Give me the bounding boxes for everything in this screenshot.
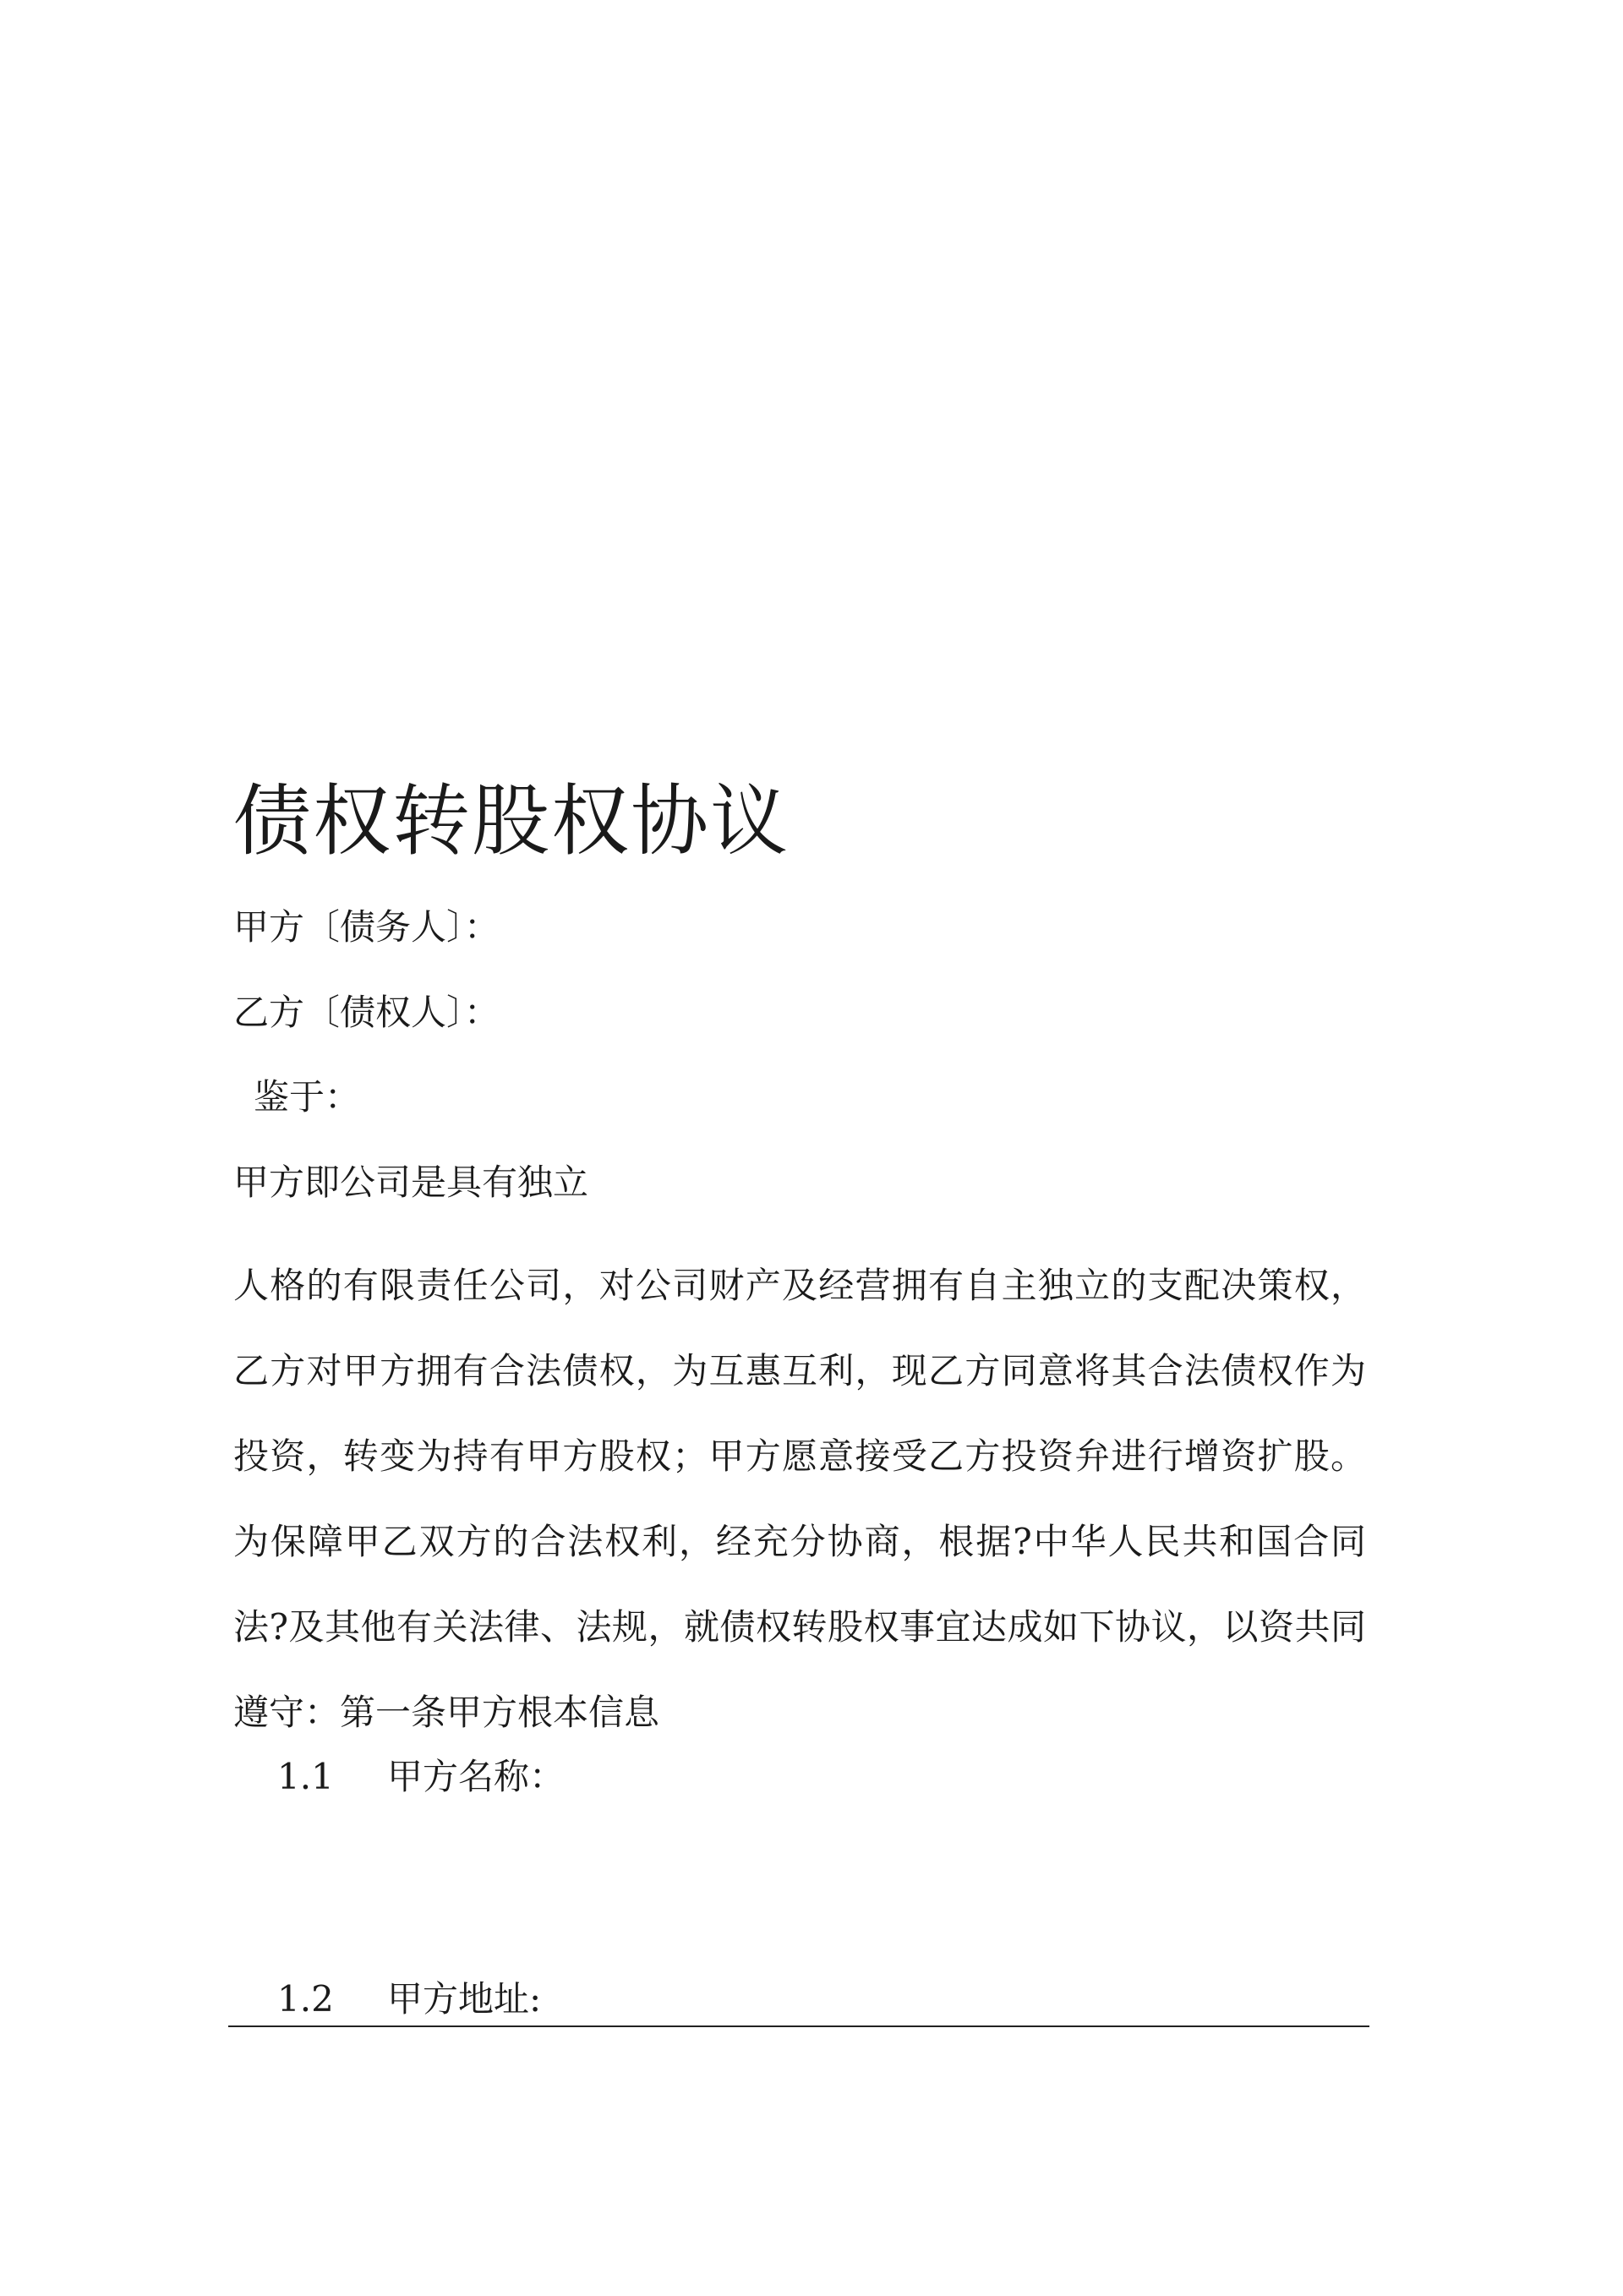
whereas-heading: 鉴于： bbox=[254, 1076, 361, 1118]
party-a-line: 甲方〔债务人〕： bbox=[233, 906, 500, 948]
clause-label: 甲方地址: bbox=[387, 1978, 542, 2020]
clause-1-1 bbox=[277, 1752, 565, 1802]
clause-label: 甲方名称： bbox=[387, 1756, 566, 1797]
paragraph-opening: 甲方即公司是具有独立 bbox=[233, 1162, 589, 1203]
body-paragraph: 人格的有限责任公司，对公司财产及经营拥有自主独立的支配决策权，乙方对甲方拥有合法债权，为互惠互利，现乙方同意将其合法债权作为投资，转变为持有甲方股权；甲方愿意接受乙方投资弁进行增资扩股。为保障甲乙双方的合法权利，经充分协商，根据?中华人民共和国合同法?及其他有关法律、法规，就债权转股权事宜达成如下协议，以资共同遵守：第一条甲方根本信息 bbox=[233, 1265, 1366, 1733]
clause-number: 1.1 bbox=[277, 1756, 334, 1797]
divider-line bbox=[228, 2025, 1369, 2027]
party-b-line: 乙方〔债权人〕： bbox=[233, 992, 500, 1033]
document-title: 债权转股权协议 bbox=[233, 776, 790, 866]
clause-1-2 bbox=[277, 1974, 541, 2025]
clause-number: 1.2 bbox=[277, 1978, 334, 2020]
